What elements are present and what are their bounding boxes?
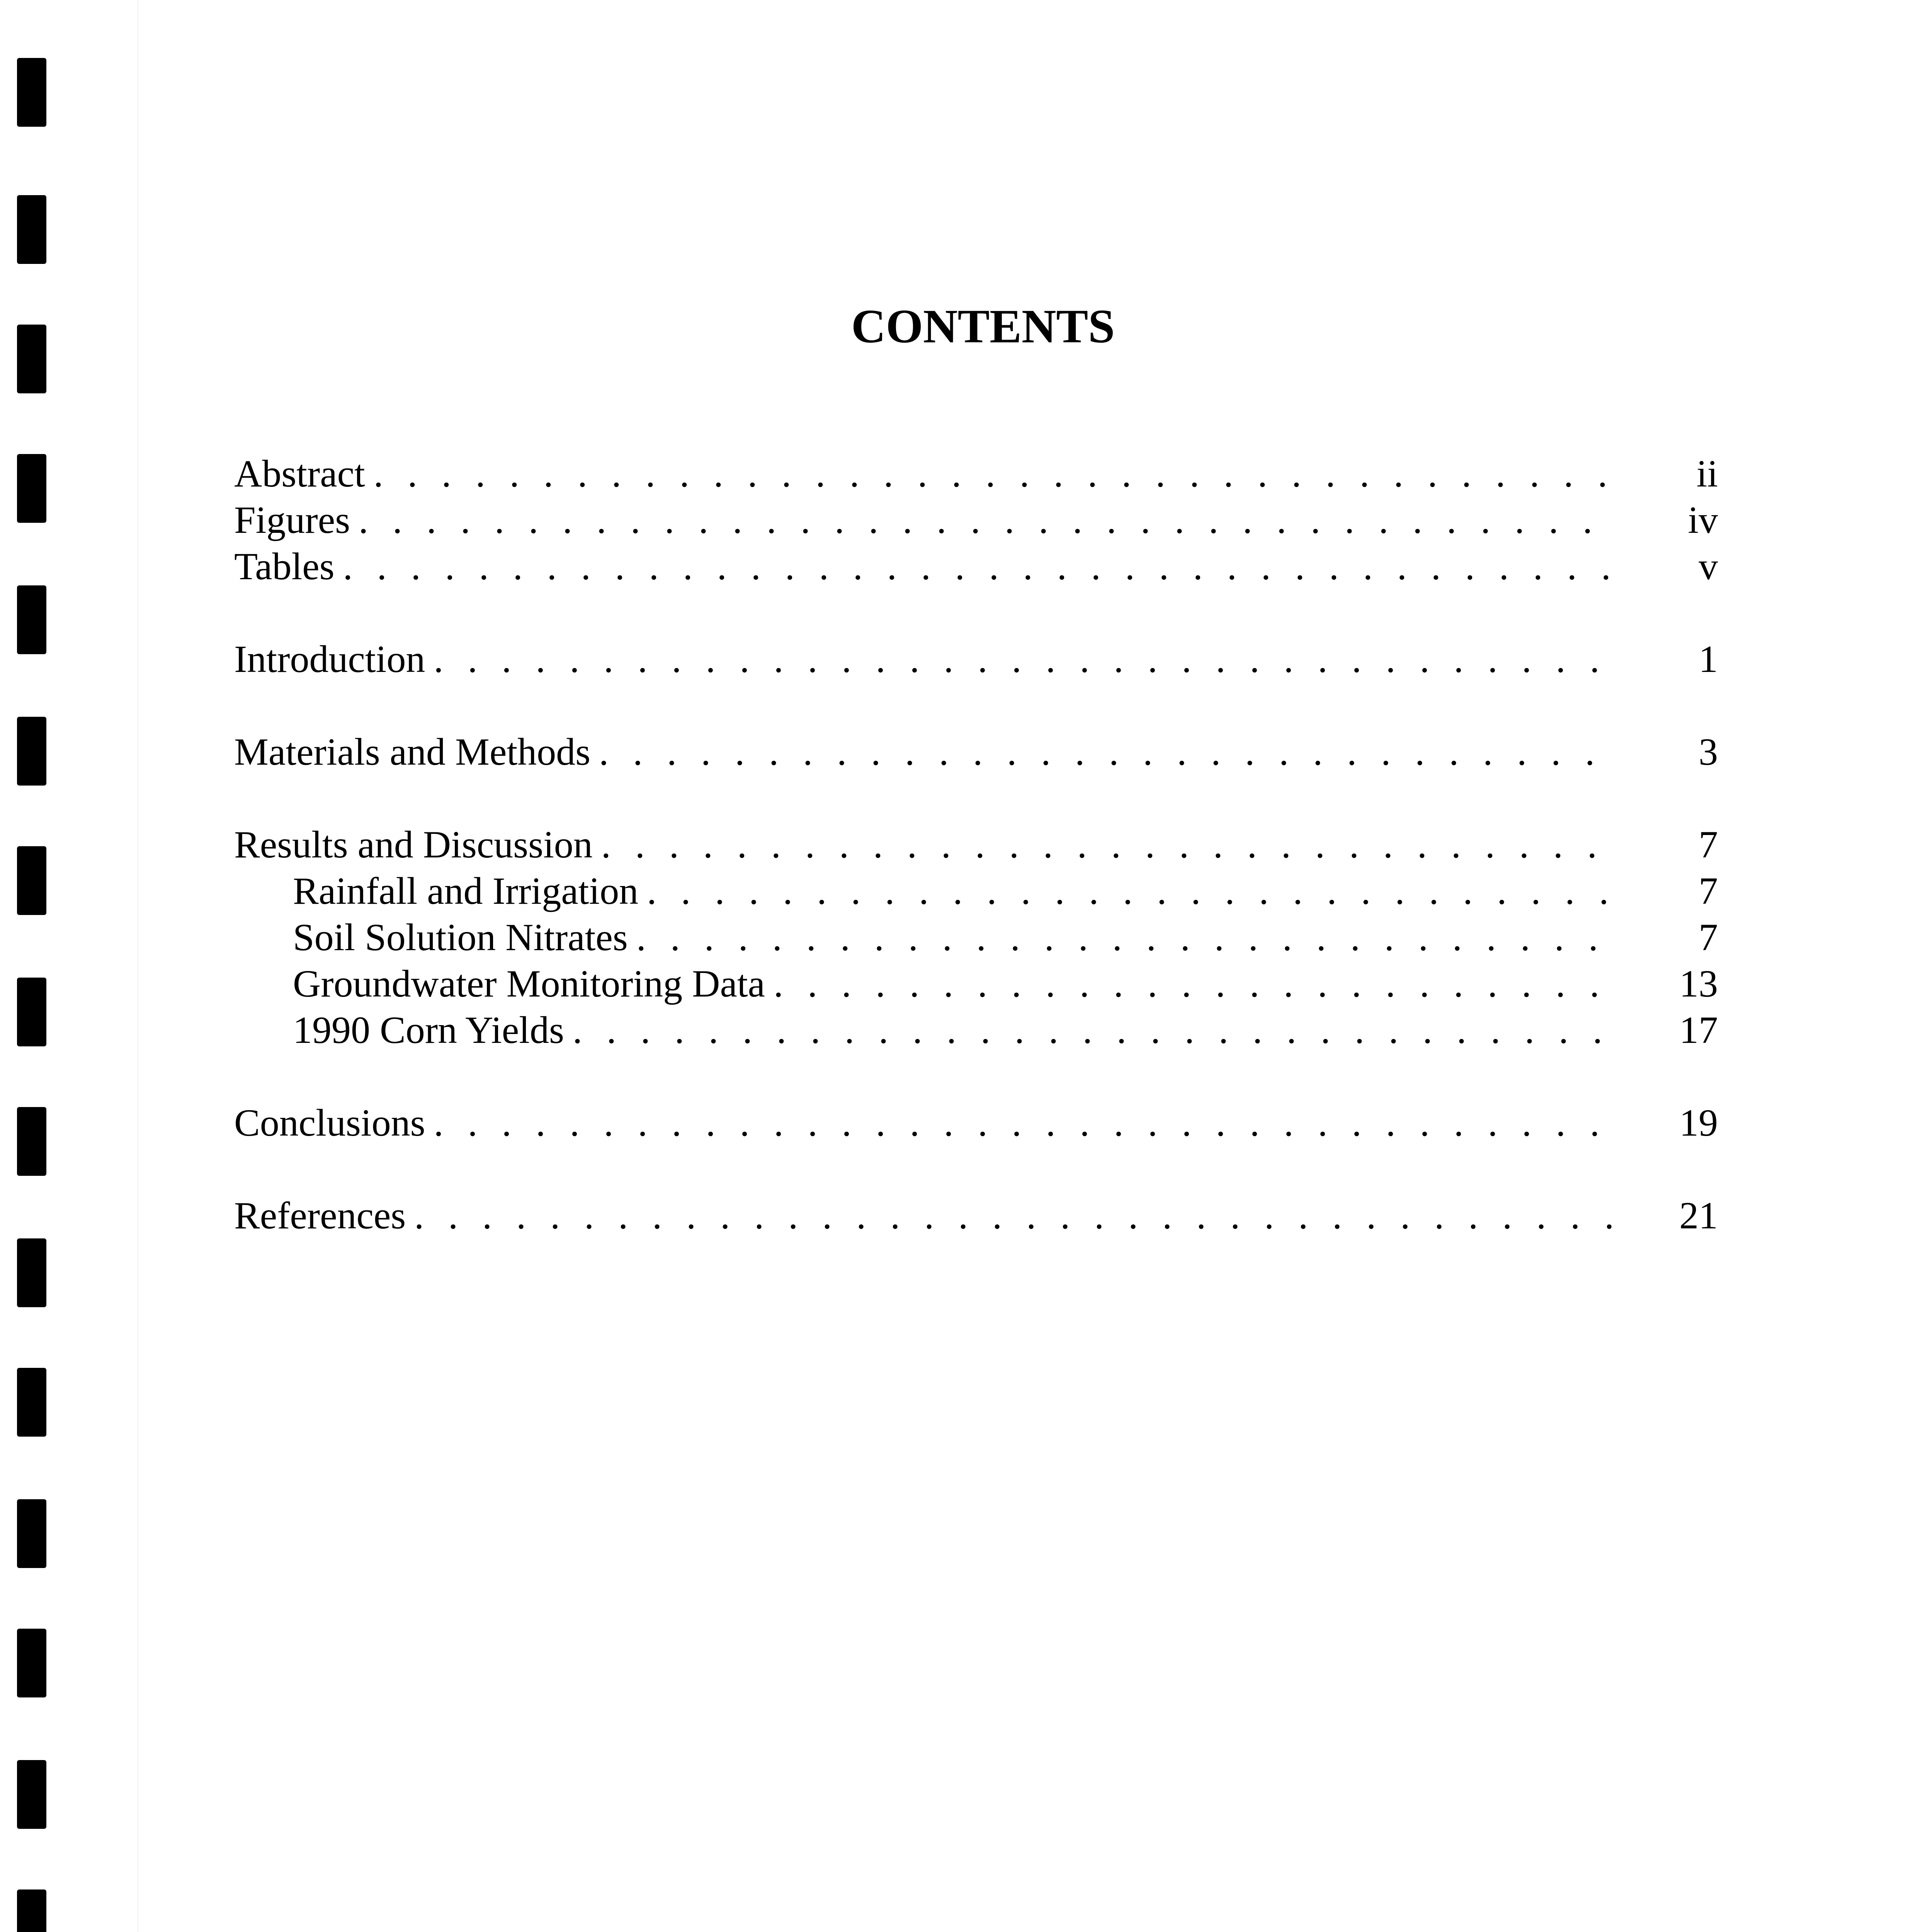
toc-entry-materials-and-methods — [234, 728, 1718, 776]
toc-entry-label: Materials and Methods — [234, 730, 591, 773]
toc-entry-page: ii — [1696, 452, 1718, 495]
toc-entry-conclusions — [234, 1099, 1718, 1147]
toc-entry-label: Figures — [234, 498, 350, 541]
toc-entry-page: 17 — [1679, 1009, 1718, 1051]
binding-hole — [17, 1107, 46, 1176]
page-title: CONTENTS — [851, 300, 1115, 353]
toc-entry-page: 1 — [1699, 638, 1718, 680]
binding-hole — [17, 1760, 46, 1829]
toc-entry-introduction — [234, 635, 1718, 683]
toc-entry-page: 7 — [1699, 823, 1718, 866]
toc-entry-page: 3 — [1699, 730, 1718, 773]
toc-entry-label: Groundwater Monitoring Data — [293, 962, 765, 1005]
toc-entry-references — [234, 1192, 1718, 1240]
toc-entry-1990-corn-yields — [293, 1006, 1718, 1054]
binding-hole — [17, 195, 46, 264]
toc-entry-abstract — [234, 450, 1718, 498]
toc-entry-label: Abstract — [234, 452, 365, 495]
toc-entry-page: iv — [1688, 498, 1718, 541]
toc-entry-label: Soil Solution Nitrates — [293, 916, 628, 959]
binding-hole — [17, 1499, 46, 1568]
toc-entry-label: References — [234, 1194, 406, 1237]
dot-leader — [434, 635, 1617, 683]
binding-hole — [17, 978, 46, 1046]
binding-hole — [17, 1889, 46, 1932]
dot-leader — [359, 496, 1617, 544]
toc-entry-label: Rainfall and Irrigation — [293, 869, 639, 912]
toc-entry-page: 21 — [1679, 1194, 1718, 1237]
toc-entry-figures — [234, 496, 1718, 544]
toc-entry-page: 7 — [1699, 916, 1718, 959]
binding-holes — [14, 0, 53, 1932]
binding-hole — [17, 1238, 46, 1307]
toc-entry-soil-solution-nitrates — [293, 913, 1718, 961]
binding-hole — [17, 1368, 46, 1437]
dot-leader — [774, 960, 1617, 1008]
dot-leader — [343, 543, 1617, 590]
binding-hole — [17, 585, 46, 654]
toc-entry-page: 7 — [1699, 869, 1718, 912]
binding-hole — [17, 58, 46, 127]
toc-entry-label: Introduction — [234, 638, 425, 680]
toc-entry-groundwater-monitoring-data — [293, 960, 1718, 1008]
toc-entry-label: Results and Discussion — [234, 823, 593, 866]
binding-hole — [17, 846, 46, 915]
dot-leader — [636, 913, 1617, 961]
dot-leader — [573, 1006, 1617, 1054]
dot-leader — [414, 1192, 1617, 1240]
dot-leader — [374, 450, 1617, 498]
binding-hole — [17, 717, 46, 786]
toc-entry-tables — [234, 543, 1718, 590]
toc-entry-label: Tables — [234, 545, 335, 588]
toc-entry-results-and-discussion — [234, 821, 1718, 869]
toc-entry-label: Conclusions — [234, 1101, 425, 1144]
dot-leader — [601, 821, 1617, 869]
toc-entry-label: 1990 Corn Yields — [293, 1009, 564, 1051]
binding-hole — [17, 1629, 46, 1697]
toc-entry-page: 19 — [1679, 1101, 1718, 1144]
toc-entry-page: 13 — [1679, 962, 1718, 1005]
dot-leader — [434, 1099, 1617, 1147]
toc-entry-rainfall-and-irrigation — [293, 867, 1718, 915]
binding-hole — [17, 454, 46, 523]
dot-leader — [599, 728, 1617, 776]
toc-entry-page: v — [1699, 545, 1718, 588]
dot-leader — [647, 867, 1617, 915]
